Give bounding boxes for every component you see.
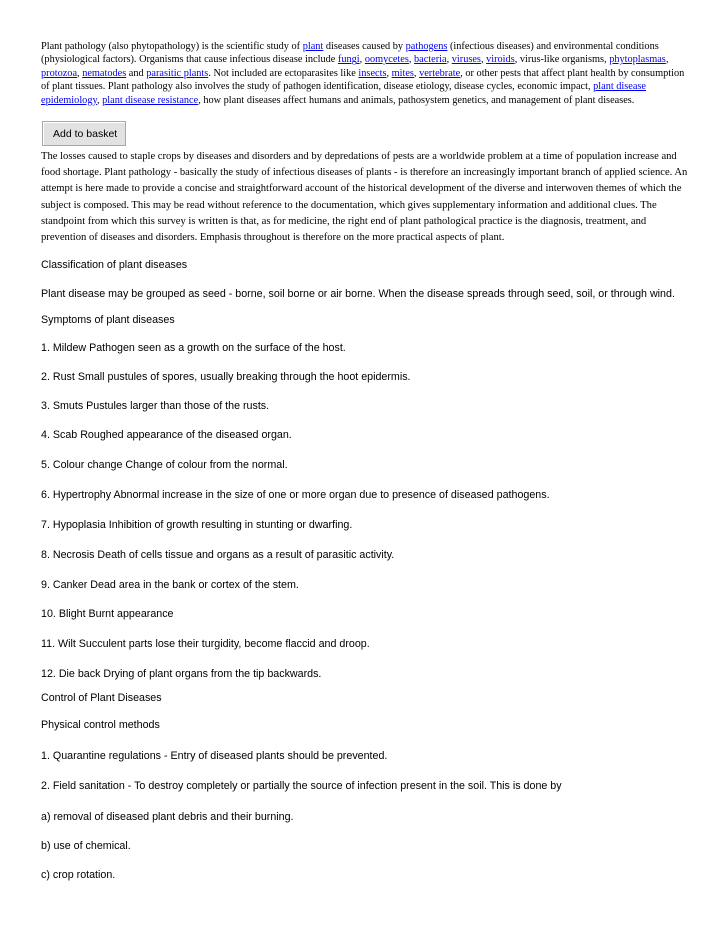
content-line: 4. Scab Roughed appearance of the diseased organ. [41,429,292,441]
separator: , [359,54,365,66]
content-line: a) removal of diseased plant debris and their burning. [41,811,294,823]
content-line: 5. Colour change Change of colour from the normal. [41,459,288,471]
content-line: 8. Necrosis Death of cells tissue and organs as a result of parasitic activity. [41,549,395,561]
intro-text: (infectious diseases) and environmental conditions (physiological factors). Organisms that cause infectious disease include [41,41,659,66]
section-heading: Control of Plant Diseases [41,692,162,704]
content-line: Plant disease may be grouped as seed - borne, soil borne or air borne. When the disease spreads through seed, soil, or through wind. [41,288,675,300]
link-plant[interactable]: plant [302,41,324,52]
separator: , [386,67,392,79]
link-pathogens[interactable]: pathogens [405,41,448,52]
losses-paragraph: The losses caused to staple crops by diseases and disorders and by depredations of pests are a worldwide problem at a time of population increase and food shortage. Plant pathology - basically the study of infectious diseases of plants - is therefore an increasingly important branch of applied science. An attempt is here made to provide a concise and straightforward account of the historical development of the diverse and interwoven themes of which the subject is composed. This may be read without reference to the documentation, which gives supplementary information and additional clues. The standpoint from which this survey is written is that, as for medicine, the right end of plant pathological practice is the diagnosis, treatment, and prevention of diseases and disorders. Emphasis throughout is therefore on the more practical aspects of plant. [41,151,688,244]
intro-text: , how plant diseases affect humans and animals, pathosystem genetics, and management of plant diseases. [198,94,635,106]
link-bacteria[interactable]: bacteria [414,54,447,66]
content-line: 2. Rust Small pustules of spores, usually breaking through the hoot epidermis. [41,371,411,383]
link-mites[interactable]: mites [391,67,414,79]
content-line: 12. Die back Drying of plant organs from the tip backwards. [41,668,322,680]
link-vertebrate[interactable]: vertebrate [419,67,461,79]
link-phytoplasmas[interactable]: phytoplasmas [609,54,666,66]
content-line: 1. Quarantine regulations - Entry of diseased plants should be prevented. [41,750,388,762]
content-line: c) crop rotation. [41,869,116,881]
intro-text: . Not included are ectoparasites like [208,67,359,79]
separator: , [665,54,669,66]
content-line: 7. Hypoplasia Inhibition of growth resulting in stunting or dwarfing. [41,519,353,531]
content-line: 9. Canker Dead area in the bank or cortex of the stem. [41,579,299,591]
link-plant-disease-epidemiology[interactable]: plant disease epidemiology [41,81,647,106]
intro-text: , virus-like organisms, [514,54,610,66]
link-viruses[interactable]: viruses [451,54,481,66]
content-line: 1. Mildew Pathogen seen as a growth on the surface of the host. [41,342,346,354]
content-line: 3. Smuts Pustules larger than those of the rusts. [41,400,270,412]
content-line: 10. Blight Burnt appearance [41,608,174,620]
link-nematodes[interactable]: nematodes [82,67,127,79]
intro-text: and [126,67,147,79]
content-line: 2. Field sanitation - To destroy completely or partially the source of infection present in the soil. This is done by [41,780,562,792]
separator: , [413,67,420,79]
link-fungi[interactable]: fungi [337,54,360,66]
separator: , [77,67,83,79]
section-heading: Classification of plant diseases [41,259,188,271]
intro-text: diseases caused by [323,41,406,52]
section-heading: Physical control methods [41,719,160,731]
separator: , [96,94,103,106]
content-line: 11. Wilt Succulent parts lose their turgidity, become flaccid and droop. [41,638,370,650]
content-line: 6. Hypertrophy Abnormal increase in the size of one or more organ due to presence of diseased pathogens. [41,489,550,501]
separator: , [408,54,415,66]
section-heading: Symptoms of plant diseases [41,314,175,326]
intro-paragraph [41,40,691,107]
link-parasitic-plants[interactable]: parasitic plants [146,67,209,79]
separator: , [480,54,487,66]
add-to-basket-button[interactable]: Add to basket [42,121,126,146]
link-insects[interactable]: insects [358,67,387,79]
intro-text: Plant pathology (also phytopathology) is the scientific study of [41,41,303,52]
link-plant-disease-resistance[interactable]: plant disease resistance [102,94,199,106]
link-protozoa[interactable]: protozoa [41,67,78,79]
document-page [41,40,691,881]
separator: , [446,54,452,66]
intro-text: , or other pests that affect plant health by consumption of plant tissues. Plant pathology also involves the study of pathogen identification, disease etiology, disease cycles, economic impact, [41,67,685,93]
content-line: b) use of chemical. [41,840,131,852]
link-oomycetes[interactable]: oomycetes [364,54,409,66]
link-viroids[interactable]: viroids [486,54,515,66]
